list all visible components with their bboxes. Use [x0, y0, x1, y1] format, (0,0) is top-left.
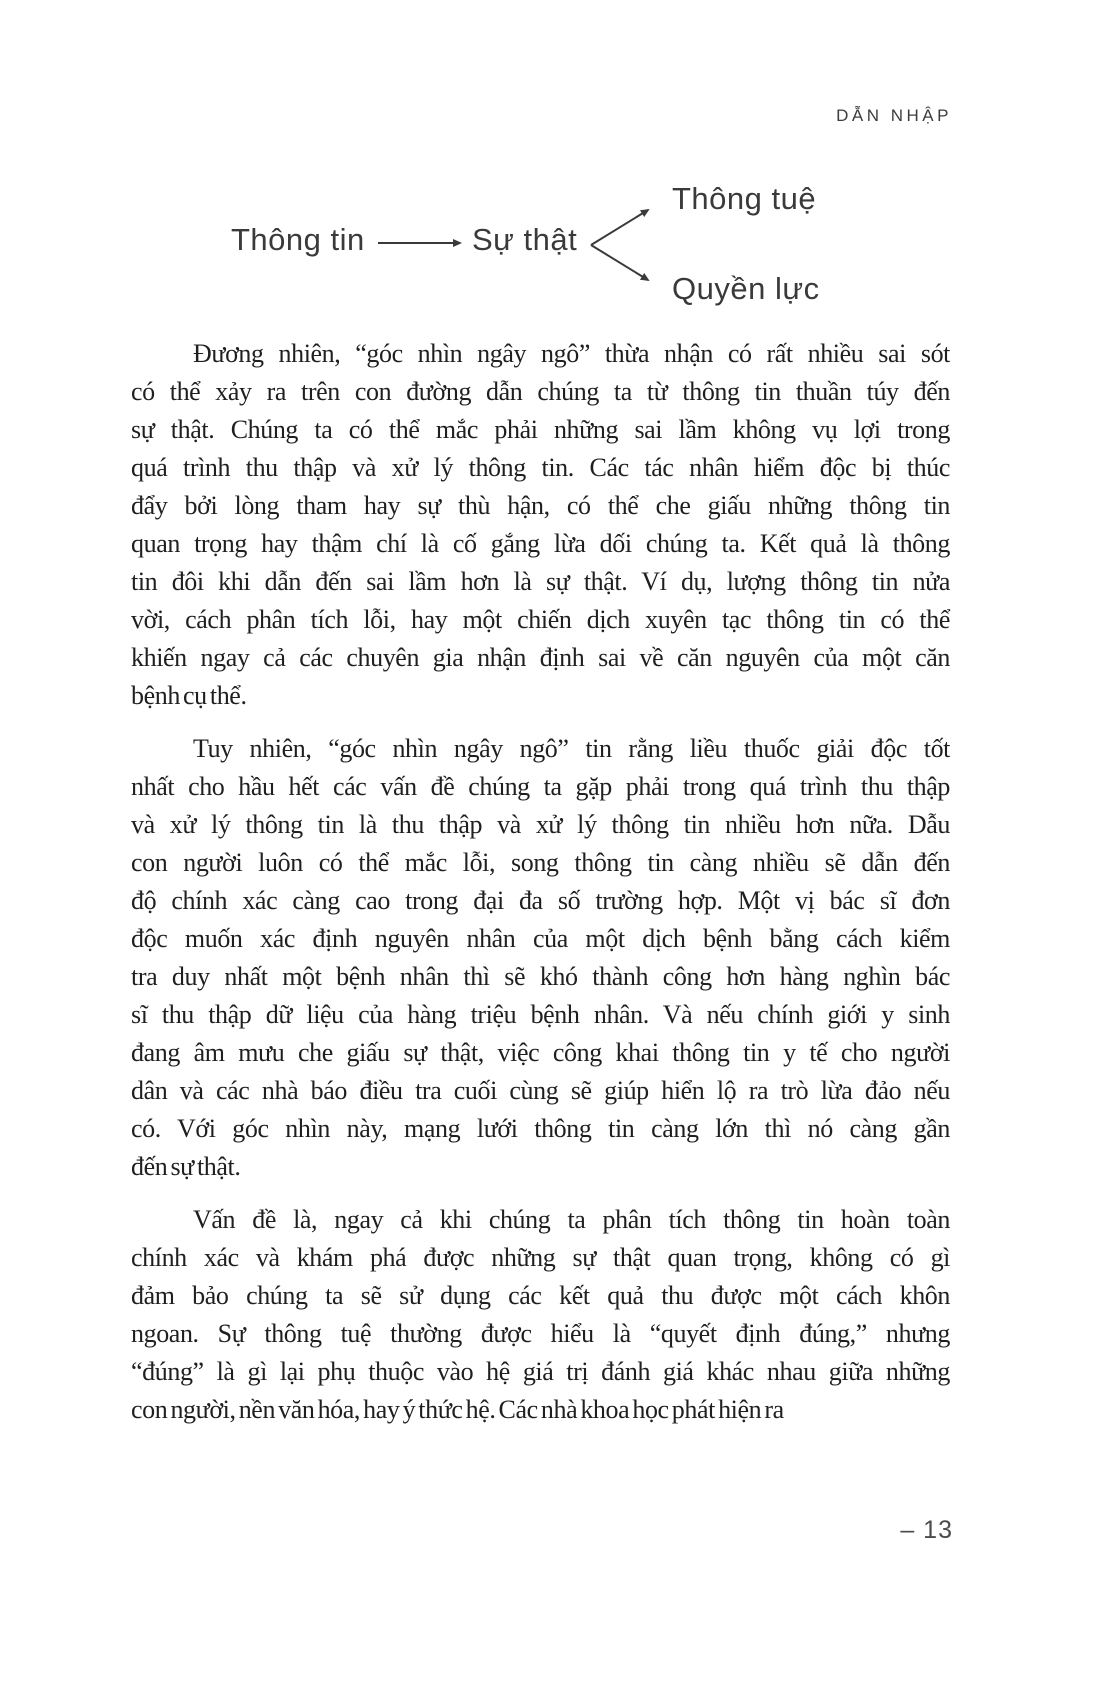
- diagram-node-power: Quyền lực: [672, 271, 820, 306]
- page-number: – 13: [900, 1516, 953, 1544]
- text-line: Đương nhiên, “góc nhìn ngây ngô” thừa nhận có rất nhiều sai sót: [193, 339, 950, 368]
- text-line: quan trọng hay thậm chí là cố gắng lừa dối chúng ta. Kết quả là thông: [131, 529, 950, 558]
- arrow-truth-to-wisdom-icon: [591, 210, 648, 245]
- text-line: có. Với góc nhìn này, mạng lưới thông tin càng lớn thì nó càng gần: [131, 1114, 950, 1143]
- text-line: dân và các nhà báo điều tra cuối cùng sẽ giúp hiển lộ ra trò lừa đảo nếu: [131, 1076, 950, 1105]
- text-line: Vấn đề là, ngay cả khi chúng ta phân tích thông tin hoàn toàn: [193, 1205, 950, 1234]
- text-line: nhất cho hầu hết các vấn đề chúng ta gặp phải trong quá trình thu thập: [131, 772, 950, 801]
- running-header: DẪN NHẬP: [836, 106, 952, 125]
- text-line: khiến ngay cả các chuyên gia nhận định sai về căn nguyên của một căn: [131, 643, 950, 672]
- text-line: tin đôi khi dẫn đến sai lầm hơn là sự thật. Ví dụ, lượng thông tin nửa: [131, 567, 950, 596]
- text-line: đến sự thật.: [131, 1152, 241, 1181]
- text-line: tra duy nhất một bệnh nhân thì sẽ khó thành công hơn hàng nghìn bác: [131, 962, 950, 991]
- body-text: [131, 335, 950, 1429]
- diagram-node-information: Thông tin: [231, 222, 365, 257]
- text-line: sự thật. Chúng ta có thể mắc phải những sai lầm không vụ lợi trong: [131, 415, 950, 444]
- arrow-truth-to-power-icon: [591, 245, 648, 280]
- diagram-arrows: [0, 0, 1100, 340]
- text-line: Tuy nhiên, “góc nhìn ngây ngô” tin rằng liều thuốc giải độc tốt: [193, 734, 950, 763]
- text-line: con người luôn có thể mắc lỗi, song thông tin càng nhiều sẽ dẫn đến: [131, 848, 950, 877]
- diagram-node-truth: Sự thật: [472, 222, 578, 257]
- text-line: độ chính xác càng cao trong đại đa số trường hợp. Một vị bác sĩ đơn: [131, 886, 950, 915]
- text-line: sĩ thu thập dữ liệu của hàng triệu bệnh nhân. Và nếu chính giới y sinh: [131, 1000, 950, 1029]
- text-line: quá trình thu thập và xử lý thông tin. Các tác nhân hiểm độc bị thúc: [131, 453, 950, 482]
- text-line: đảm bảo chúng ta sẽ sử dụng các kết quả thu được một cách khôn: [131, 1281, 950, 1310]
- text-line: “đúng” là gì lại phụ thuộc vào hệ giá trị đánh giá khác nhau giữa những: [131, 1357, 950, 1386]
- text-line: vời, cách phân tích lỗi, hay một chiến dịch xuyên tạc thông tin có thể: [131, 605, 950, 634]
- text-line: ngoan. Sự thông tuệ thường được hiểu là “quyết định đúng,” nhưng: [131, 1319, 950, 1348]
- text-line: và xử lý thông tin là thu thập và xử lý thông tin nhiều hơn nữa. Dẫu: [131, 810, 950, 839]
- text-line: đẩy bởi lòng tham hay sự thù hận, có thể che giấu những thông tin: [131, 491, 950, 520]
- diagram-node-wisdom: Thông tuệ: [672, 181, 817, 216]
- paragraph: [131, 730, 950, 1186]
- text-line: có thể xảy ra trên con đường dẫn chúng ta từ thông tin thuần túy đến: [131, 377, 950, 406]
- text-line: độc muốn xác định nguyên nhân của một dịch bệnh bằng cách kiểm: [131, 924, 950, 953]
- paragraph: [131, 1201, 950, 1429]
- information-flow-diagram: [0, 0, 1100, 340]
- paragraph: [131, 335, 950, 715]
- text-line: đang âm mưu che giấu sự thật, việc công khai thông tin y tế cho người: [131, 1038, 950, 1067]
- text-line: bệnh cụ thể.: [131, 681, 247, 710]
- text-line: con người, nền văn hóa, hay ý thức hệ. Các nhà khoa học phát hiện ra: [131, 1395, 784, 1424]
- text-line: chính xác và khám phá được những sự thật quan trọng, không có gì: [131, 1243, 950, 1272]
